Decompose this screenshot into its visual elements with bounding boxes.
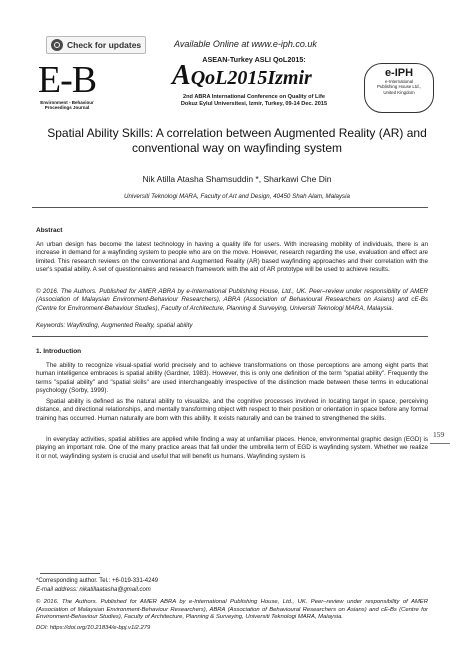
paper-title-line-1: Spatial Ability Skills: A correlation between Augmented Reality (AR) and xyxy=(47,126,427,140)
eiph-logo-line2: Publishing House Ltd., xyxy=(377,84,421,90)
eiph-logo xyxy=(364,63,434,113)
conference-logo-rest: QoL2015Izmir xyxy=(190,67,312,89)
introduction-heading: 1. Introduction xyxy=(36,348,82,355)
eb-logo-main: E-B xyxy=(37,59,97,101)
footnote-rule xyxy=(40,573,100,574)
conference-line-1: 2nd ABRA International Conference on Quality of Life xyxy=(183,94,325,100)
eiph-logo-title: e-IPH xyxy=(384,67,414,79)
divider-top xyxy=(32,207,428,208)
footer-doi: DOI: https://doi.org/10.21834/e-bpj.v1i2.279 xyxy=(36,625,151,631)
eb-logo-line2: Proceedings Journal xyxy=(44,105,90,110)
conference-logo xyxy=(172,60,312,91)
check-circle-icon xyxy=(51,39,63,51)
available-online-text: Available Online at www.e-iph.co.uk xyxy=(174,39,317,49)
intro-paragraph-1: The ability to recognize visual-spatial world precisely and to achieve transformations on those perceptions are among eight parts that human intelligence embraces is spatial ability (Gardner, 1983). However, this is only one definition of the term "spatial ability". Frequently the terms "spatial ability" and "spatial skills" are used interchangeably irrespective of the distinction made between these terms in educational psychology (Sorby, 1999). xyxy=(36,362,428,394)
abstract-heading: Abstract xyxy=(36,227,63,234)
paper-title-line-2: conventional way on wayfinding system xyxy=(131,141,343,155)
intro-paragraph-3: In everyday activities, spatial abilities are applied while finding a way at unfamiliar places. Hence, environmental graphic design (EGD) is playing an important role. One of the many practice areas that fall under the umbrella term of EGD is wayfinding system. Whether we realize it or not, wayfinding system is crucial and useful that will benefit us humans. Wayfinding system is xyxy=(36,436,428,460)
page-number-rule xyxy=(430,443,450,444)
footnote-author: *Corresponding author. Tel.: +6-019-331-4249 xyxy=(36,578,159,584)
eb-journal-logo xyxy=(24,60,110,112)
conference-header: ASEAN-Turkey ASLI QoL2015: xyxy=(202,55,306,64)
page-number: 159 xyxy=(433,430,445,439)
badge-label: Check for updates xyxy=(67,40,142,50)
keywords: Keywords: Wayfinding, Augmented Reality, spatial ability xyxy=(36,322,193,329)
paper-affiliation: Universiti Teknologi MARA, Faculty of Art and Design, 40450 Shah Alam, Malaysia xyxy=(124,193,350,200)
eb-logo-line1: Environment - Behaviour xyxy=(40,100,94,105)
paper-title xyxy=(30,126,444,156)
divider-keywords xyxy=(32,336,428,337)
check-for-updates-badge[interactable] xyxy=(46,36,146,54)
paper-authors: Nik Atilla Atasha Shamsuddin *, Sharkawi Che Din xyxy=(142,174,332,184)
footer-copyright: © 2016. The Authors. Published for AMER ABRA by e-International Publishing House, Ltd., UK. Peer–review under responsibility of AMER (Association of Malaysian Environment-Behaviour Researchers), ABRA (Association of Behavioural Researchers on Asians) and cE-Bs (Centre for Environment-Behaviour Studies), Faculty of Architecture, Planning & Surveying, Universiti Teknologi MARA, Malaysia. xyxy=(36,599,428,621)
conference-line-2: Dokuz Eylul Universitesi, Izmir, Turkey, 09-14 Dec. 2015 xyxy=(180,101,328,107)
footnote-email: E-mail address: nikatillaatasha@gmail.com xyxy=(36,587,151,593)
conference-logo-initial: A xyxy=(172,60,191,91)
eiph-logo-line1: e-International xyxy=(384,79,414,84)
intro-paragraph-2: Spatial ability is defined as the natural ability to visualize, and the cognitive processes involved in locating target in space, perceiving distance, and directional relationships, and mentally transforming object with respect to their position or orientation in space before any formal training has occurred. Human naturally are born with this ability. It exists naturally and can be trained to strengthened the skills. xyxy=(36,398,428,422)
eiph-logo-line3: United Kingdom xyxy=(383,89,415,95)
abstract-text: An urban design has become the latest technology in having a quality life for users. With increasing mobility of individuals, there is an increase in demand for a wayfinding system to people who are on the move. However, research regarding the use, evaluation and effect are limited. This research reviews on the conventional and Augmented Reality (AR) based wayfinding approaches and their correlation with the user's spatial ability. A set of questionnaires and research framework with the aid of AR prototype will be used to achieve results. xyxy=(36,241,428,273)
abstract-copyright: © 2016. The Authors. Published for AMER ABRA by e-International Publishing House, Ltd., UK. Peer–review under responsibility of AMER (Association of Malaysian Environment-Behaviour Researchers), ABRA (Association of Behavioural Researchers on Asians) and cE-Bs (Centre for Environment-Behaviour Studies), Faculty of Architecture, Planning & Surveying, Universiti Teknologi MARA, Malaysia. xyxy=(36,288,428,312)
